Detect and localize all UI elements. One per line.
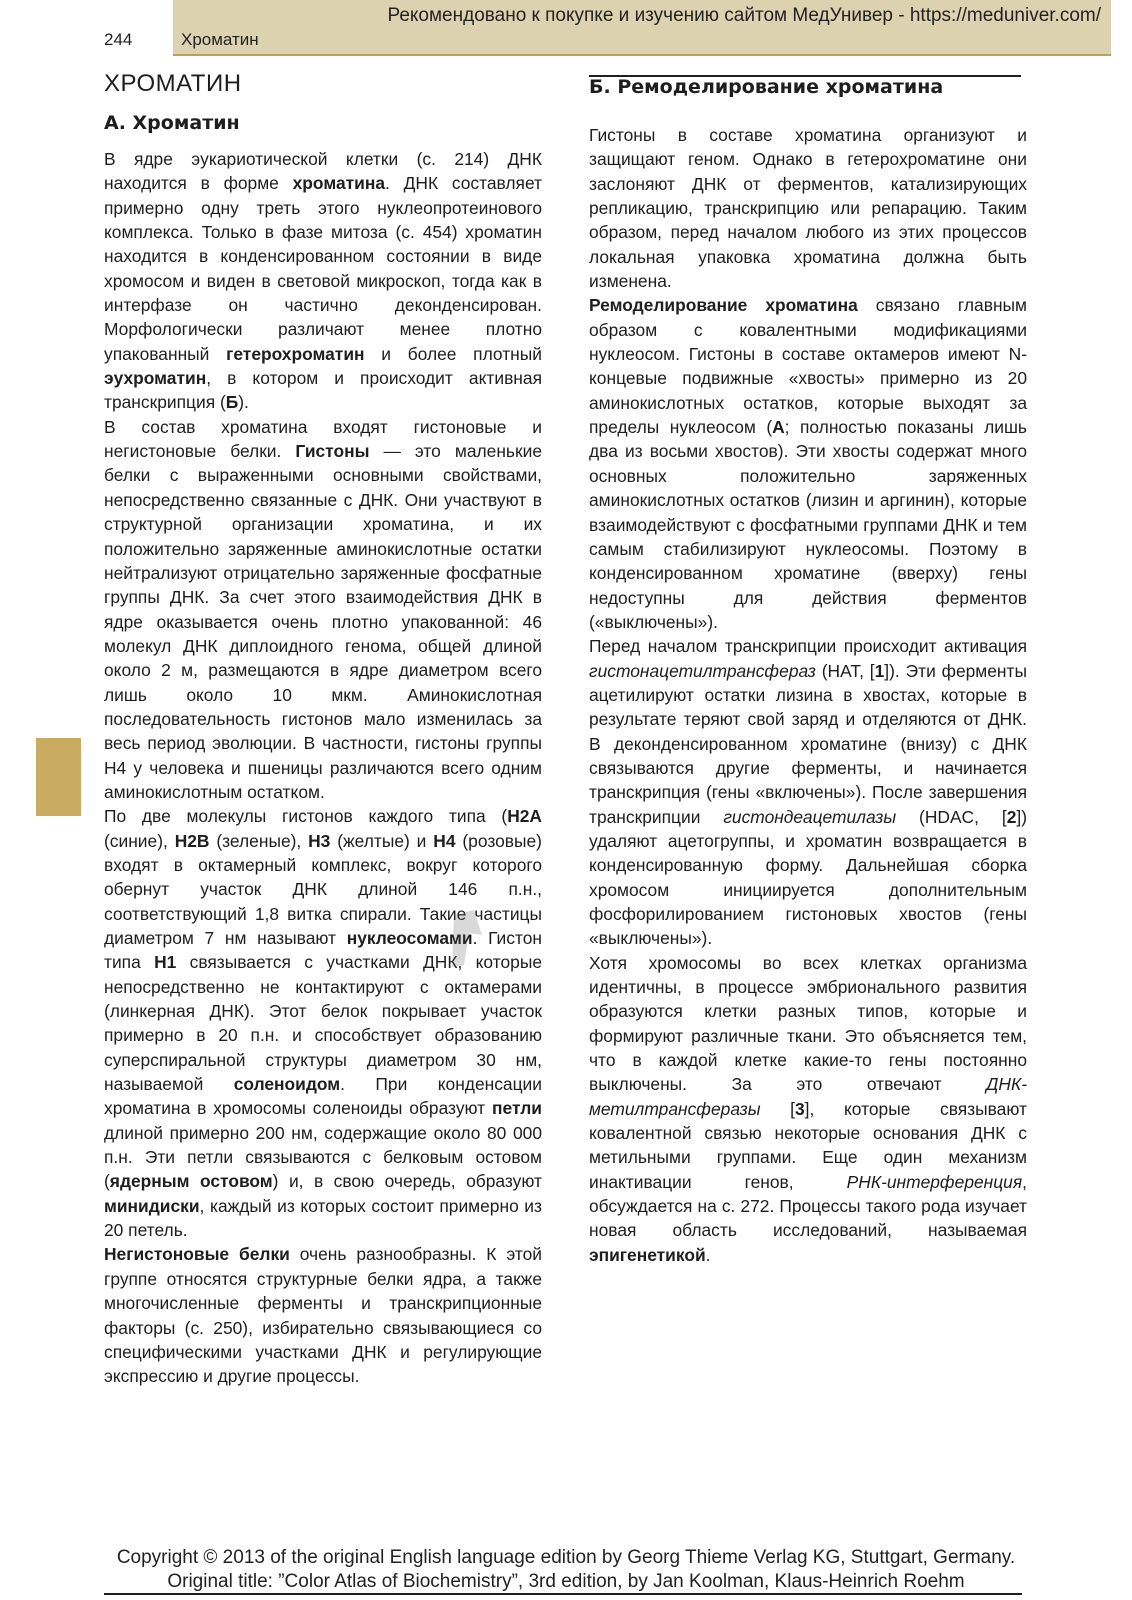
bold-term: хроматина bbox=[292, 173, 386, 194]
text-run: . ДНК составляет примерно одну треть этого нуклеопротеинового комплекса. Только в фазе митоза (с. 454) хроматин находится в конденсированном состоянии в виде хромосом и виден в световой микроскоп, тогда как в интерфазе он частично деконденсирован. Морфологически различают менее плотно упакованный bbox=[104, 173, 543, 364]
text-run: Перед началом транскрипции происходит активация bbox=[589, 636, 1027, 657]
section-a-paragraph bbox=[104, 804, 542, 1242]
text-run: По две молекулы гистонов каждого типа ( bbox=[104, 806, 508, 827]
section-a-paragraph bbox=[104, 415, 542, 805]
text-run: . bbox=[705, 1244, 711, 1265]
bold-term: ядерным остовом bbox=[109, 1171, 273, 1192]
footer-copyright: Copyright © 2013 of the original English language edition by Georg Thieme Verlag KG, Stuttgart, Germany. bbox=[116, 1547, 1016, 1568]
bold-term: Б bbox=[225, 392, 239, 413]
text-run: ) и, в свою очередь, образуют bbox=[272, 1171, 542, 1192]
text-run: В ядре эукариотической клетки (с. 214) ДНК находится в форме bbox=[104, 149, 542, 194]
bold-term: 2 bbox=[1006, 806, 1017, 827]
footer-original-title: Original title: ”Color Atlas of Biochemistry”, 3rd edition, by Jan Koolman, Klaus-Heinrich Roehm bbox=[167, 1571, 965, 1592]
bold-term: А bbox=[772, 417, 785, 438]
section-a-paragraph bbox=[104, 1242, 542, 1388]
text-run: . При конденсации хроматина в хромосомы соленоиды образуют bbox=[104, 1074, 542, 1119]
text-run: (синие), bbox=[104, 830, 175, 851]
section-b-body bbox=[589, 123, 1027, 1267]
section-b-heading: Б. Ремоделирование хроматина bbox=[589, 76, 944, 98]
bold-term: Негистоновые белки bbox=[104, 1244, 290, 1265]
bold-term: 1 bbox=[874, 660, 885, 681]
bold-term: 3 bbox=[795, 1098, 805, 1119]
promo-banner-text[interactable]: Рекомендовано к покупке и изучению сайтом МедУнивер - https://meduniver.com/ bbox=[387, 5, 1101, 26]
section-a-paragraph bbox=[104, 147, 542, 415]
text-run: , в котором и происходит активная транскрипция ( bbox=[104, 368, 542, 413]
bold-term: минидиски bbox=[104, 1195, 200, 1216]
text-run: и более плотный bbox=[364, 343, 542, 364]
section-a-body bbox=[104, 147, 542, 1389]
bold-term: нуклеосомами bbox=[346, 928, 473, 948]
text-run: (розовые) входят в октамерный комплекс, вокруг которого обернут участок ДНК длиной 146 п.н., соответствующий 1,8 витка спирали. Такие частицы диаметром 7 нм называют bbox=[104, 830, 542, 948]
section-a-heading: А. Хроматин bbox=[104, 112, 240, 134]
text-run: Гистоны в составе хроматина организуют и защищают геном. Однако в гетерохроматине они заслоняют ДНК от ферментов, катализирующих репликацию, транскрипцию или репарацию. Таким образом, перед началом любого из этих процессов локальная упаковка хроматина должна быть изменена. bbox=[589, 125, 1027, 292]
text-run: (желтые) и bbox=[330, 830, 434, 851]
footer bbox=[0, 1546, 1132, 1594]
italic-term: гистондеацетилазы bbox=[723, 806, 897, 827]
text-run: связано главным образом с ковалентными модификациями нуклеосом. Гистоны в составе октамеров имеют N-концевые подвижные «хвосты» примерно из 20 аминокислотных остатков, которые выходят за пределы нуклеосом ( bbox=[589, 295, 1028, 438]
text-run: Хотя хромосомы во всех клетках организма идентичны, в процессе эмбрионального развития образуются клетки разных типов, которые и формируют различные ткани. Это объясняется тем, что в каждой клетке какие-то гены постоянно выключены. За это отвечают bbox=[589, 952, 1027, 1095]
text-run: , каждый из которых состоит примерно из 20 петель. bbox=[104, 1195, 542, 1241]
italic-term: ДНК-метилтрансферазы bbox=[589, 1074, 1027, 1119]
text-run: ]) удаляют ацетогруппы, и хроматин возвращается в конденсированную форму. Дальнейшая сборка хромосом инициируется дополнительным фосфорилированием гистоновых хвостов (гены «выключены»). bbox=[589, 806, 1027, 949]
bold-term: эухроматин bbox=[104, 368, 207, 389]
bold-term: Гистоны bbox=[295, 441, 370, 462]
text-run: , обсуждается на с. 272. Процессы такого рода изучает новая область исследований, называемая bbox=[589, 1171, 1027, 1241]
bold-term: Ремоделирование хроматина bbox=[589, 295, 858, 316]
text-run: В состав хроматина входят гистоновые и негистоновые белки. bbox=[104, 416, 542, 462]
text-run: — это маленькие белки с выраженными основными свойствами, непосредственно связанные с ДНК. Они участвуют в структурной организации хроматина, и их положительно заряженные аминокислотные остатки нейтрализуют отрицательно заряженные фосфатные группы ДНК. За счет этого взаимодействия ДНК в ядре оказывается очень плотно упакованной: 46 молекул ДНК диплоидного генома, общей длиной около 2 м, размещаются в ядре диаметром всего лишь около 10 мкм. Аминокислотная последовательность гистонов мало изменилась за весь период эволюции. В частности, гистоны группы H4 у человека и пшеницы различаются всего одним аминокислотным остатком. bbox=[104, 441, 542, 802]
text-run: (HAT, [ bbox=[815, 660, 875, 681]
text-run: длиной примерно 200 нм, содержащие около 80 000 п.н. Эти петли связываются с белковым остовом ( bbox=[104, 1122, 542, 1192]
text-run: (зеленые), bbox=[209, 830, 309, 851]
italic-term: гистонацетилтрансфераз bbox=[589, 660, 816, 681]
section-b-paragraph bbox=[589, 293, 1027, 634]
bold-term: соленоидом bbox=[233, 1074, 341, 1095]
text-run: связывается с участками ДНК, которые непосредственно не контактируют с октамерами (линкерная ДНК). Этот белок покрывает участок примерно в 20 п.н. и способствует образованию суперспиральной структуры диаметром 30 нм, называемой bbox=[104, 952, 542, 1095]
text-run: (HDAC, [ bbox=[896, 806, 1007, 827]
bold-term: H2A bbox=[507, 806, 542, 827]
text-run: ], которые связывают ковалентной связью некоторые основания ДНК с метильными группами. Еще один механизм инактивации генов, bbox=[589, 1098, 1027, 1192]
bold-term: H1 bbox=[154, 952, 177, 973]
chapter-side-tab bbox=[36, 738, 81, 816]
text-run: ]). Эти ферменты ацетилируют остатки лизина в хвостах, которые в результате теряют свой заряд и отделяются от ДНК. В деконденсированном хроматине (внизу) с ДНК связываются другие ферменты, и начинается транскрипция (гены «включены»). После завершения транскрипции bbox=[589, 660, 1027, 827]
bold-term: петли bbox=[492, 1098, 542, 1119]
bold-term: гетерохроматин bbox=[226, 343, 365, 364]
text-run: ). bbox=[238, 392, 249, 413]
bold-term: эпигенетикой bbox=[589, 1244, 706, 1265]
text-run: очень разнообразны. К этой группе относятся структурные белки ядра, а также многочисленные ферменты и транскрипционные факторы (с. 250), избирательно связывающиеся со специфическими участками ДНК и регулирующие экспрессию и другие процессы. bbox=[104, 1244, 542, 1387]
page-number: 244 bbox=[104, 30, 133, 49]
bold-term: H4 bbox=[433, 830, 456, 851]
bold-term: H3 bbox=[308, 830, 331, 851]
text-run: ; полностью показаны лишь два из восьми хвостов). Эти хвосты содержат много основных положительно заряженных аминокислотных остатков (лизин и аргинин), которые взаимодействуют с фосфатными группами ДНК и тем самым стабилизируют нуклеосомы. Поэтому в конденсированном хроматине (вверху) гены недоступны для действия ферментов («выключены»). bbox=[589, 417, 1027, 632]
text-run: . Гистон типа bbox=[104, 928, 542, 973]
watermark-logo-shape bbox=[452, 910, 482, 967]
running-title: Хроматин bbox=[181, 30, 259, 49]
italic-term: РНК-интерференция bbox=[846, 1171, 1023, 1192]
page-title: ХРОМАТИН bbox=[104, 70, 242, 97]
section-b-paragraph bbox=[589, 123, 1027, 293]
header-band bbox=[173, 0, 1111, 54]
header-rule bbox=[173, 54, 1111, 56]
text-run: [ bbox=[760, 1098, 795, 1119]
section-b-paragraph bbox=[589, 634, 1027, 950]
section-b-paragraph bbox=[589, 951, 1027, 1267]
footer-rule bbox=[104, 1593, 1022, 1595]
publisher-watermark bbox=[434, 905, 504, 995]
bold-term: H2B bbox=[174, 830, 210, 851]
